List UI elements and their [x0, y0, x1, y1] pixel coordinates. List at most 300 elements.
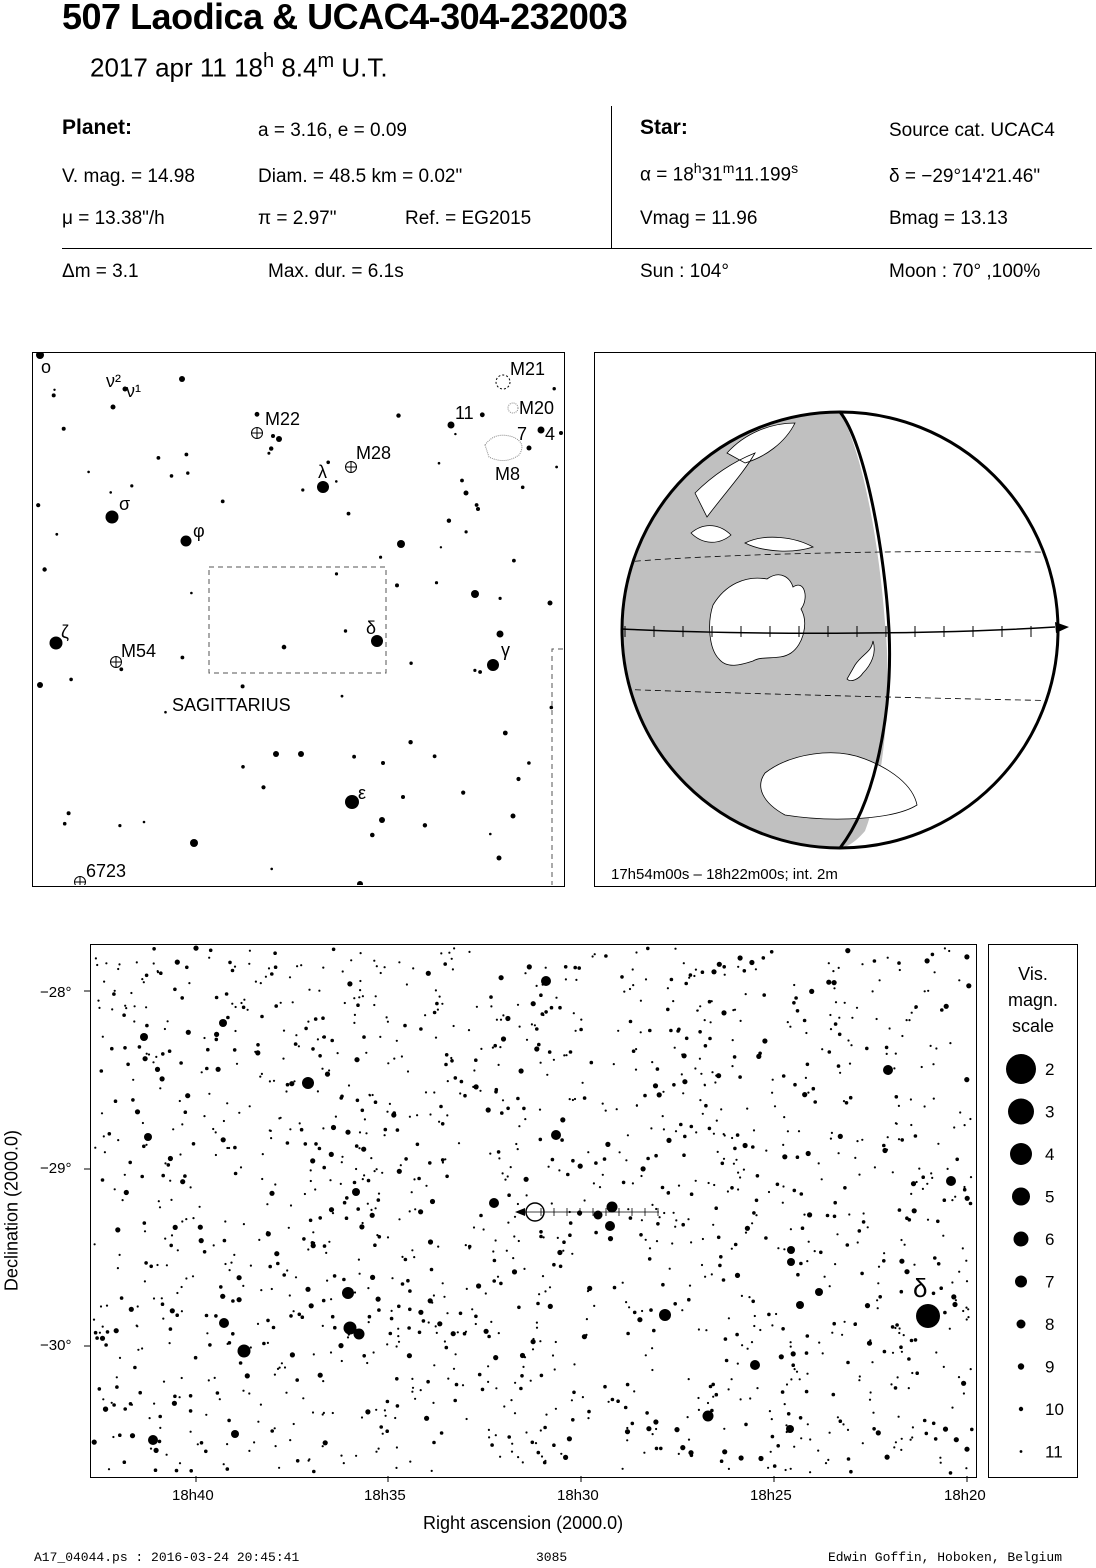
- field-star: [159, 1087, 161, 1089]
- field-star: [922, 1188, 924, 1190]
- field-star: [407, 1070, 409, 1072]
- field-star: [137, 1349, 139, 1351]
- field-star: [949, 1471, 953, 1475]
- field-star: [500, 1019, 502, 1021]
- field-star: [155, 1056, 157, 1058]
- field-star: [365, 1409, 370, 1414]
- field-star: [444, 1158, 446, 1160]
- field-star: [362, 1354, 366, 1358]
- field-star: [784, 1403, 786, 1405]
- field-star: [270, 972, 274, 976]
- field-star: [717, 1236, 721, 1240]
- field-star: [534, 1024, 536, 1026]
- field-star: [751, 1341, 753, 1343]
- field-star: [474, 1315, 478, 1319]
- field-star: [656, 1222, 660, 1226]
- field-star: [539, 1138, 543, 1142]
- field-star: [715, 1393, 719, 1397]
- field-star: [904, 1269, 909, 1274]
- field-star: [100, 1305, 102, 1307]
- field-star: [786, 1431, 788, 1433]
- field-star: [260, 1015, 264, 1019]
- finder-star: [553, 387, 556, 390]
- finder-star: [473, 669, 476, 672]
- field-star: [453, 1368, 455, 1370]
- field-star: [964, 1447, 969, 1452]
- field-star: [943, 1311, 947, 1315]
- field-star: [418, 1310, 423, 1315]
- field-star: [704, 1276, 706, 1278]
- finder-star: [157, 456, 161, 460]
- field-star: [613, 1286, 617, 1290]
- field-star: [425, 1185, 427, 1187]
- field-star: [435, 1325, 437, 1327]
- field-star: [962, 1247, 964, 1249]
- field-star: [542, 984, 544, 986]
- field-star: [426, 1380, 430, 1384]
- field-star: [841, 1334, 843, 1336]
- earth-globe-panel: [594, 352, 1096, 887]
- field-star: [285, 1392, 287, 1394]
- field-star: [643, 1452, 645, 1454]
- field-star: [833, 1201, 837, 1205]
- field-star: [260, 1404, 262, 1406]
- ngc6723-globular-icon: [75, 877, 86, 886]
- field-star: [362, 995, 364, 997]
- field-star: [900, 1239, 902, 1241]
- field-star: [185, 1277, 187, 1279]
- field-star: [564, 965, 568, 969]
- field-star: [924, 1105, 926, 1107]
- field-star: [512, 1257, 514, 1259]
- footer-author: Edwin Goffin, Hoboken, Belgium: [828, 1550, 1063, 1565]
- field-star: [580, 1019, 582, 1021]
- field-star: [114, 1188, 116, 1190]
- field-star: [546, 1074, 548, 1076]
- field-star: [355, 1455, 357, 1457]
- field-star: [490, 1443, 494, 1447]
- field-star: [231, 1299, 235, 1303]
- field-star: [701, 1264, 703, 1266]
- field-star: [740, 1020, 742, 1022]
- finder-star: [269, 446, 273, 450]
- field-star: [537, 1043, 541, 1047]
- field-star: [439, 1105, 443, 1109]
- field-star: [329, 1207, 334, 1212]
- field-star: [807, 1212, 812, 1217]
- field-star: [270, 1429, 274, 1433]
- moon-info: Moon : 70° ,100%: [889, 261, 1041, 282]
- field-star: [161, 1297, 163, 1299]
- field-star: [414, 1398, 416, 1400]
- field-star: [465, 1244, 467, 1246]
- field-star: [305, 1287, 310, 1292]
- field-star: [526, 1039, 528, 1041]
- field-star: [714, 1081, 716, 1083]
- field-star: [360, 952, 362, 954]
- field-star: [234, 1030, 236, 1032]
- field-star: [844, 1002, 846, 1004]
- field-star: [911, 1372, 913, 1374]
- field-star: [103, 1407, 108, 1412]
- field-star: [404, 1258, 408, 1262]
- field-star: [394, 1417, 396, 1419]
- field-star: [557, 1250, 562, 1255]
- field-star: [194, 1356, 198, 1360]
- field-star: [376, 965, 378, 967]
- field-star: [376, 1297, 381, 1302]
- field-star: [98, 1007, 100, 1009]
- field-star: [435, 989, 437, 991]
- field-star: [206, 1048, 210, 1052]
- field-star: [364, 1118, 366, 1120]
- finder-star: [401, 795, 405, 799]
- field-star: [181, 1377, 183, 1379]
- field-star: [384, 1409, 386, 1411]
- field-star: [261, 1178, 263, 1180]
- finder-labels: [41, 357, 555, 881]
- finder-star: [476, 507, 480, 511]
- field-star: [910, 1098, 912, 1100]
- finder-star: [190, 839, 198, 847]
- field-star: [899, 1259, 904, 1264]
- field-star: [958, 1271, 960, 1273]
- field-star: [518, 1240, 520, 1242]
- legend-title-3: scale: [1011, 1016, 1055, 1036]
- field-star: [445, 1175, 449, 1179]
- field-star: [602, 1174, 604, 1176]
- field-star: [237, 1297, 242, 1302]
- field-star: [895, 1441, 897, 1443]
- field-star: [366, 1362, 368, 1364]
- field-star: [387, 1236, 389, 1238]
- finder-star: [347, 512, 351, 516]
- field-star: [301, 1315, 305, 1319]
- field-star: [762, 1038, 767, 1043]
- field-star: [493, 1259, 497, 1263]
- finder-star: [341, 695, 344, 698]
- field-star: [608, 1401, 610, 1403]
- field-star: [459, 1092, 461, 1094]
- field-star: [205, 1314, 209, 1318]
- field-star: [970, 1368, 972, 1370]
- field-star: [353, 997, 355, 999]
- field-star: [269, 1129, 271, 1131]
- field-star: [705, 1329, 707, 1331]
- field-star: [871, 1361, 873, 1363]
- legend-scale-svg: [989, 1045, 1077, 1475]
- field-star: [340, 1455, 342, 1457]
- field-star: [625, 1301, 627, 1303]
- field-star: [387, 1062, 389, 1064]
- field-star: [806, 1334, 810, 1338]
- field-star: [732, 1009, 734, 1011]
- field-star: [796, 1273, 800, 1277]
- field-star: [379, 1425, 383, 1429]
- field-star: [674, 1047, 676, 1049]
- field-star: [681, 1223, 685, 1227]
- field-star: [702, 1238, 704, 1240]
- field-star: [106, 1305, 108, 1307]
- label-11: 11: [455, 403, 474, 423]
- field-star: [813, 1100, 817, 1104]
- field-star: [268, 967, 270, 969]
- field-star: [356, 1003, 360, 1007]
- field-star: [527, 964, 532, 969]
- field-star: [531, 1441, 535, 1445]
- field-star: [562, 1250, 564, 1252]
- field-star: [877, 1307, 879, 1309]
- field-star: [751, 1222, 753, 1224]
- field-star: [169, 1327, 173, 1331]
- field-star: [513, 1235, 515, 1237]
- field-star: [883, 1252, 885, 1254]
- field-star: [153, 962, 155, 964]
- field-star: [838, 1017, 840, 1019]
- x-tick-1840: 18h40: [172, 1487, 214, 1504]
- planet-vmag: V. mag. = 14.98: [62, 166, 195, 187]
- field-star: [582, 1334, 587, 1339]
- globe-caption: 17h54m00s – 18h22m00s; int. 2m: [611, 866, 838, 883]
- field-star: [718, 1264, 722, 1268]
- field-star: [219, 1398, 221, 1400]
- field-star: [765, 1150, 767, 1152]
- field-star: [933, 1098, 935, 1100]
- field-star: [782, 1144, 784, 1146]
- field-star: [368, 1315, 372, 1319]
- field-star: [674, 948, 676, 950]
- field-star: [302, 1397, 304, 1399]
- finder-star: [118, 824, 121, 827]
- field-star: [451, 1331, 456, 1336]
- field-star: [822, 1352, 824, 1354]
- field-star: [313, 1242, 315, 1244]
- finder-star: [397, 540, 405, 548]
- legend-dot: [1019, 1407, 1023, 1411]
- field-star: [298, 1313, 302, 1317]
- field-star: [226, 1102, 228, 1104]
- field-star: [731, 1137, 733, 1139]
- field-star: [492, 1047, 494, 1049]
- field-star: [659, 1216, 661, 1218]
- field-star: [643, 1094, 647, 1098]
- field-star: [758, 1052, 762, 1056]
- field-star: [128, 1161, 132, 1165]
- field-star: [173, 988, 177, 992]
- finder-star: [181, 536, 192, 547]
- field-star: [542, 1275, 544, 1277]
- field-star: [331, 1125, 336, 1130]
- field-star: [633, 1390, 635, 1392]
- field-star: [937, 1262, 941, 1266]
- field-star: [593, 1305, 595, 1307]
- field-star: [586, 1318, 588, 1320]
- legend-mag-label: 10: [1045, 1400, 1064, 1419]
- field-star: [558, 1169, 560, 1171]
- field-star: [507, 1435, 511, 1439]
- field-star: [274, 1004, 278, 1008]
- finder-star: [435, 581, 438, 584]
- field-star: [314, 1142, 318, 1146]
- field-star: [97, 1000, 99, 1002]
- field-star: [895, 1053, 897, 1055]
- field-star: [717, 962, 722, 967]
- field-star: [367, 1179, 371, 1183]
- field-star: [687, 1416, 689, 1418]
- field-star: [899, 1345, 903, 1349]
- field-star: [832, 1393, 836, 1397]
- field-star: [805, 1390, 809, 1394]
- field-star: [695, 1131, 697, 1133]
- field-star: [569, 1050, 573, 1054]
- field-star: [261, 1073, 263, 1075]
- field-star: [524, 1177, 529, 1182]
- finder-star: [63, 822, 67, 826]
- field-star: [507, 1222, 509, 1224]
- field-star: [345, 1216, 349, 1220]
- field-star: [267, 1342, 269, 1344]
- field-star: [401, 1256, 403, 1258]
- field-star: [809, 989, 814, 994]
- field-star: [635, 1048, 637, 1050]
- field-star: [935, 1351, 937, 1353]
- field-star: [689, 973, 693, 977]
- finder-star: [298, 751, 304, 757]
- field-star: [898, 1138, 900, 1140]
- field-star: [737, 1172, 739, 1174]
- field-star: [242, 1285, 244, 1287]
- sun-elongation: Sun : 104°: [640, 261, 729, 282]
- field-star: [517, 1306, 521, 1310]
- field-star: [466, 1288, 468, 1290]
- finder-star: [370, 833, 375, 838]
- field-star: [361, 1147, 366, 1152]
- field-star: [226, 1016, 230, 1020]
- field-star: [751, 1145, 755, 1149]
- field-star: [266, 1231, 268, 1233]
- field-star: [102, 1326, 104, 1328]
- field-star: [900, 1449, 902, 1451]
- field-star: [164, 1028, 166, 1030]
- field-star: [951, 1199, 953, 1201]
- finder-star: [185, 453, 189, 457]
- field-star: [304, 1142, 308, 1146]
- field-star: [343, 1201, 347, 1205]
- field-star: [437, 1246, 439, 1248]
- field-star: [724, 974, 726, 976]
- field-star: [893, 1067, 895, 1069]
- field-star: [539, 1109, 541, 1111]
- field-star: [219, 1285, 223, 1289]
- field-star: [635, 951, 637, 953]
- field-star: [167, 1163, 171, 1167]
- field-star: [525, 1431, 527, 1433]
- field-star: [912, 1208, 917, 1213]
- field-star: [468, 1245, 472, 1249]
- field-star: [779, 1354, 784, 1359]
- finder-star: [317, 481, 329, 493]
- field-star: [661, 1283, 665, 1287]
- finder-star: [335, 572, 338, 575]
- field-star: [495, 1434, 497, 1436]
- x-axis-label: Right ascension (2000.0): [423, 1513, 624, 1533]
- field-star: [278, 1117, 280, 1119]
- field-star: [197, 1443, 199, 1445]
- label-phi: φ: [193, 521, 205, 541]
- field-star: [605, 1221, 615, 1231]
- field-star: [805, 1077, 807, 1079]
- field-star: [849, 1096, 853, 1100]
- legend-title-2: magn.: [1007, 990, 1059, 1010]
- field-star: [322, 1445, 324, 1447]
- finder-star: [276, 436, 282, 442]
- field-star: [743, 969, 747, 973]
- finder-star: [538, 427, 545, 434]
- field-star: [233, 1048, 237, 1052]
- field-star: [180, 996, 184, 1000]
- field-star: [675, 1219, 677, 1221]
- field-star: [162, 1318, 164, 1320]
- field-star: [629, 988, 631, 990]
- field-star: [791, 1351, 796, 1356]
- field-star: [200, 1441, 204, 1445]
- field-star: [587, 1151, 589, 1153]
- field-star: [397, 1169, 402, 1174]
- field-star: [749, 1397, 751, 1399]
- field-star: [373, 1351, 375, 1353]
- field-star: [566, 1173, 570, 1177]
- field-star: [429, 1113, 431, 1115]
- field-star: [961, 1381, 966, 1386]
- field-star: [716, 1120, 718, 1122]
- field-star: [733, 1147, 737, 1151]
- field-star: [416, 1143, 420, 1147]
- field-star: [815, 1288, 823, 1296]
- field-star: [234, 1172, 238, 1176]
- field-star: [308, 1458, 310, 1460]
- field-star: [478, 1373, 482, 1377]
- field-star: [492, 1250, 494, 1252]
- field-star: [898, 1332, 900, 1334]
- constellation-label: SAGITTARIUS: [172, 695, 291, 715]
- x-ticks: [90, 1476, 980, 1486]
- field-star: [441, 1003, 443, 1005]
- field-star: [641, 1219, 643, 1221]
- field-star: [640, 1000, 642, 1002]
- field-star: [257, 1323, 259, 1325]
- field-star: [145, 1006, 147, 1008]
- field-star: [503, 1405, 505, 1407]
- field-star: [567, 1436, 572, 1441]
- field-star: [699, 1005, 701, 1007]
- field-star: [290, 1352, 295, 1357]
- field-star: [963, 1186, 965, 1188]
- x-tick-1825: 18h25: [750, 1487, 792, 1504]
- field-star: [208, 957, 210, 959]
- field-star: [397, 1305, 401, 1309]
- field-star: [325, 1252, 327, 1254]
- field-star: [844, 1321, 846, 1323]
- field-star: [230, 1262, 232, 1264]
- finder-star: [448, 422, 455, 429]
- field-star: [737, 966, 739, 968]
- field-star: [356, 1207, 360, 1211]
- field-star: [943, 1366, 945, 1368]
- field-star: [274, 1427, 276, 1429]
- field-star: [731, 1248, 733, 1250]
- field-star: [858, 1174, 860, 1176]
- field-star: [365, 1132, 367, 1134]
